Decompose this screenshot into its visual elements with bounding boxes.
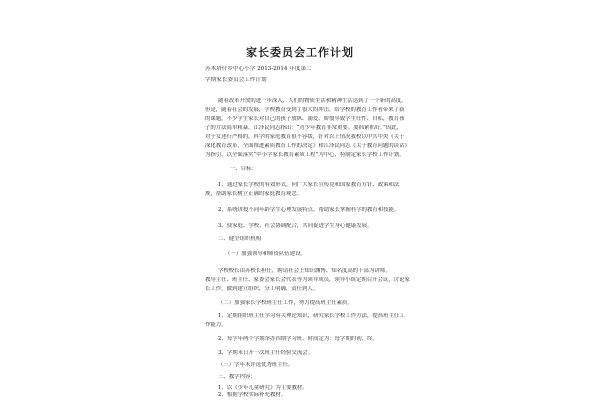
intro-line-6: 深化教育改革，全面推进素质教育工作的决定》和江泽民同志《关于教育问题的谈话》 bbox=[205, 143, 410, 149]
document-title: 家长委员会工作计划 bbox=[246, 46, 354, 59]
content-item-2: 2、根据学校实际补充教材。 bbox=[218, 392, 287, 398]
intro-line-5: 对于女述行严格的，科学的家庭教育很不容缓，针对以上情况我校以中共中央《关于 bbox=[205, 134, 405, 140]
doc-meta-line-1: 苏木塔什乡中心小学 2013-2014 年度第二 bbox=[205, 66, 312, 72]
teacher-item-4: （三）学年末评选优秀班主任。 bbox=[218, 362, 294, 368]
teacher-item-1-line-2: 作能力。 bbox=[205, 322, 227, 328]
teacher-item-3: 3、学期末日开一次班主任经验交流会。 bbox=[218, 350, 314, 356]
subsection-leadership: （一）加强领导和师资队伍建设。 bbox=[225, 251, 306, 257]
intro-line-2: 但是，随着社会的发展，学校教育受到了很大的冲击，给学校的教育工作者带来了新 bbox=[205, 107, 405, 113]
teacher-item-1-line-1: 1、定期组织班主任学习有关理论知识，研究家长学校工作方法，提高班主任工 bbox=[218, 313, 405, 319]
doc-meta-line-2: 学期家长委员会工作计划 bbox=[205, 77, 267, 83]
section-heading-organization: 二、健全组织机构 bbox=[218, 236, 262, 242]
org-line-3: 长工作，做到建立组织，分工明确，责任到人。 bbox=[205, 286, 319, 292]
content-item-1: 1、以《少年儿童研究》为主要教材。 bbox=[218, 385, 308, 391]
subsection-teachers: （二）加强家长学校班主任工作，努力提高班主任素质。 bbox=[218, 300, 353, 306]
goal-3: 3、使家庭、学校、社会协调配合，共同促进学生身心健康发展。 bbox=[218, 223, 373, 229]
goal-1-line-1: 1、通过家长学校的有效形式，向广大家长宣传党和国家教育方针、政策和法 bbox=[218, 182, 400, 188]
intro-line-1: 随着改革开放的进一步深入，人们的物质生活和精神生活达到了一个新的高度。 bbox=[218, 98, 407, 104]
intro-line-4: 子的方法简单粗暴，江泽民同志指出：“青少年教育非常重要。要抓紧抓好。”因此， bbox=[205, 125, 402, 131]
goal-1-line-2: 规，帮助家长树立正确的家庭教育观念。 bbox=[205, 191, 303, 197]
intro-line-7: 为指引，以全面落实“中小学家长教育素质工程”为中心，特制定家长学校工作计划。 bbox=[205, 152, 405, 158]
section-heading-content: 三、教学内容： bbox=[218, 374, 256, 380]
intro-line-3: 的课题，不少学生家长对自己的孩子放纵、溺爱、娇惯导致学生任性、自私，教育孩 bbox=[205, 116, 405, 122]
section-heading-goals: 一、目标： bbox=[230, 166, 257, 172]
teacher-item-2: 2、每学年两个学期举办四期学习班，时间定为：每学期的初、终。 bbox=[218, 336, 378, 342]
org-line-2: 教导主任、班主任、家委会家长会代表等为领导成员，领导小组定期召开会议，讨论家 bbox=[205, 277, 410, 283]
org-line-1: 学校校长由苏校长担任，聘请社会上知识渊博、知名度高的干部为讲师， bbox=[218, 268, 391, 274]
goal-2: 2、系统讲授不同年龄学生心理发展特点，帮助家长掌握科学的教育和技能。 bbox=[218, 207, 400, 213]
